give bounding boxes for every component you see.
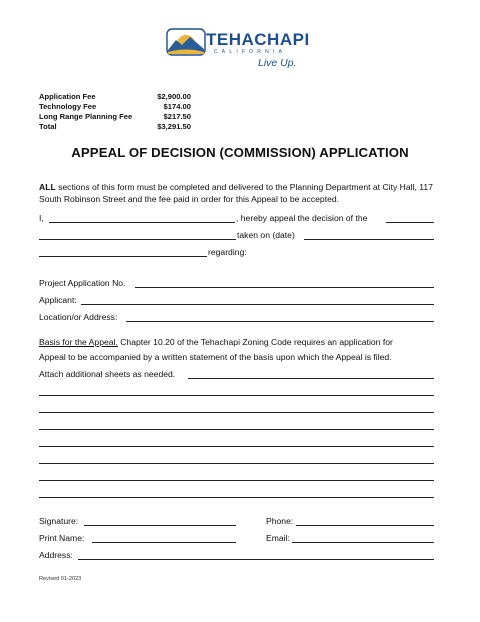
taken-on-label: taken on (date) <box>237 230 295 240</box>
fee-amount: $3,291.50 <box>157 122 191 131</box>
appellant-name-field[interactable] <box>49 222 235 223</box>
address-label: Address: <box>39 550 73 560</box>
basis-line1: Chapter 10.20 of the Tehachapi Zoning Code requires an application for <box>117 337 393 347</box>
i-label: I, <box>39 213 44 223</box>
signature-field[interactable] <box>84 525 236 526</box>
basis-statement-line[interactable] <box>39 463 434 464</box>
basis-statement-line[interactable] <box>39 412 434 413</box>
revised-note: Revised 01-2023 <box>39 576 82 582</box>
application-no-label: Project Application No. <box>39 278 126 288</box>
intro-text: sections of this form must be completed and delivered to the Planning Department at City Hall, 117 South Robinson Street and the fee paid in order for this Appeal to be accepted. <box>39 182 433 204</box>
applicant-field[interactable] <box>81 304 434 305</box>
logo-tagline: Live Up. <box>258 57 297 69</box>
decision-field[interactable] <box>39 239 236 240</box>
regarding-prefix-field[interactable] <box>39 256 207 257</box>
tehachapi-logo <box>166 26 318 76</box>
fee-label: Total <box>39 122 57 131</box>
fee-label: Application Fee <box>39 92 96 101</box>
fee-amount: $2,900.00 <box>157 92 191 101</box>
mountain-sun-icon <box>166 28 206 56</box>
email-label: Email: <box>266 533 290 543</box>
basis-statement-line[interactable] <box>39 429 434 430</box>
intro-paragraph <box>39 181 440 205</box>
print-name-label: Print Name: <box>39 533 85 543</box>
location-field[interactable] <box>126 321 434 322</box>
logo-wordmark: TEHACHAPI <box>206 30 310 49</box>
basis-lead: Basis for the Appeal. <box>39 337 118 347</box>
decision-body-field[interactable] <box>386 222 434 223</box>
fee-amount: $217.50 <box>163 112 191 121</box>
basis-statement-line[interactable] <box>39 446 434 447</box>
regarding-label: regarding: <box>208 247 247 257</box>
basis-line3: Attach additional sheets as needed. <box>39 369 176 379</box>
email-field[interactable] <box>292 542 434 543</box>
applicant-label: Applicant: <box>39 295 77 305</box>
page-title: APPEAL OF DECISION (COMMISSION) APPLICATION <box>71 145 409 160</box>
print-name-field[interactable] <box>92 542 236 543</box>
basis-statement-line[interactable] <box>39 497 434 498</box>
phone-field[interactable] <box>296 525 434 526</box>
fee-amount: $174.00 <box>163 102 191 111</box>
logo-state: CALIFORNIA <box>214 49 287 55</box>
hereby-label: , hereby appeal the decision of the <box>236 213 368 223</box>
basis-line2: Appeal to be accompanied by a written statement of the basis upon which the Appeal is filed. <box>39 352 392 362</box>
date-field[interactable] <box>304 239 434 240</box>
fee-label: Long Range Planning Fee <box>39 112 133 121</box>
fee-label: Technology Fee <box>39 102 97 111</box>
application-no-field[interactable] <box>135 287 434 288</box>
basis-statement-line[interactable] <box>39 395 434 396</box>
intro-bold-lead: ALL <box>39 182 56 192</box>
signature-label: Signature: <box>39 516 79 526</box>
basis-paragraph <box>39 334 440 351</box>
location-label: Location/or Address: <box>39 312 118 322</box>
basis-statement-field[interactable] <box>188 378 434 379</box>
address-field[interactable] <box>78 559 434 560</box>
basis-statement-line[interactable] <box>39 480 434 481</box>
phone-label: Phone: <box>266 516 294 526</box>
